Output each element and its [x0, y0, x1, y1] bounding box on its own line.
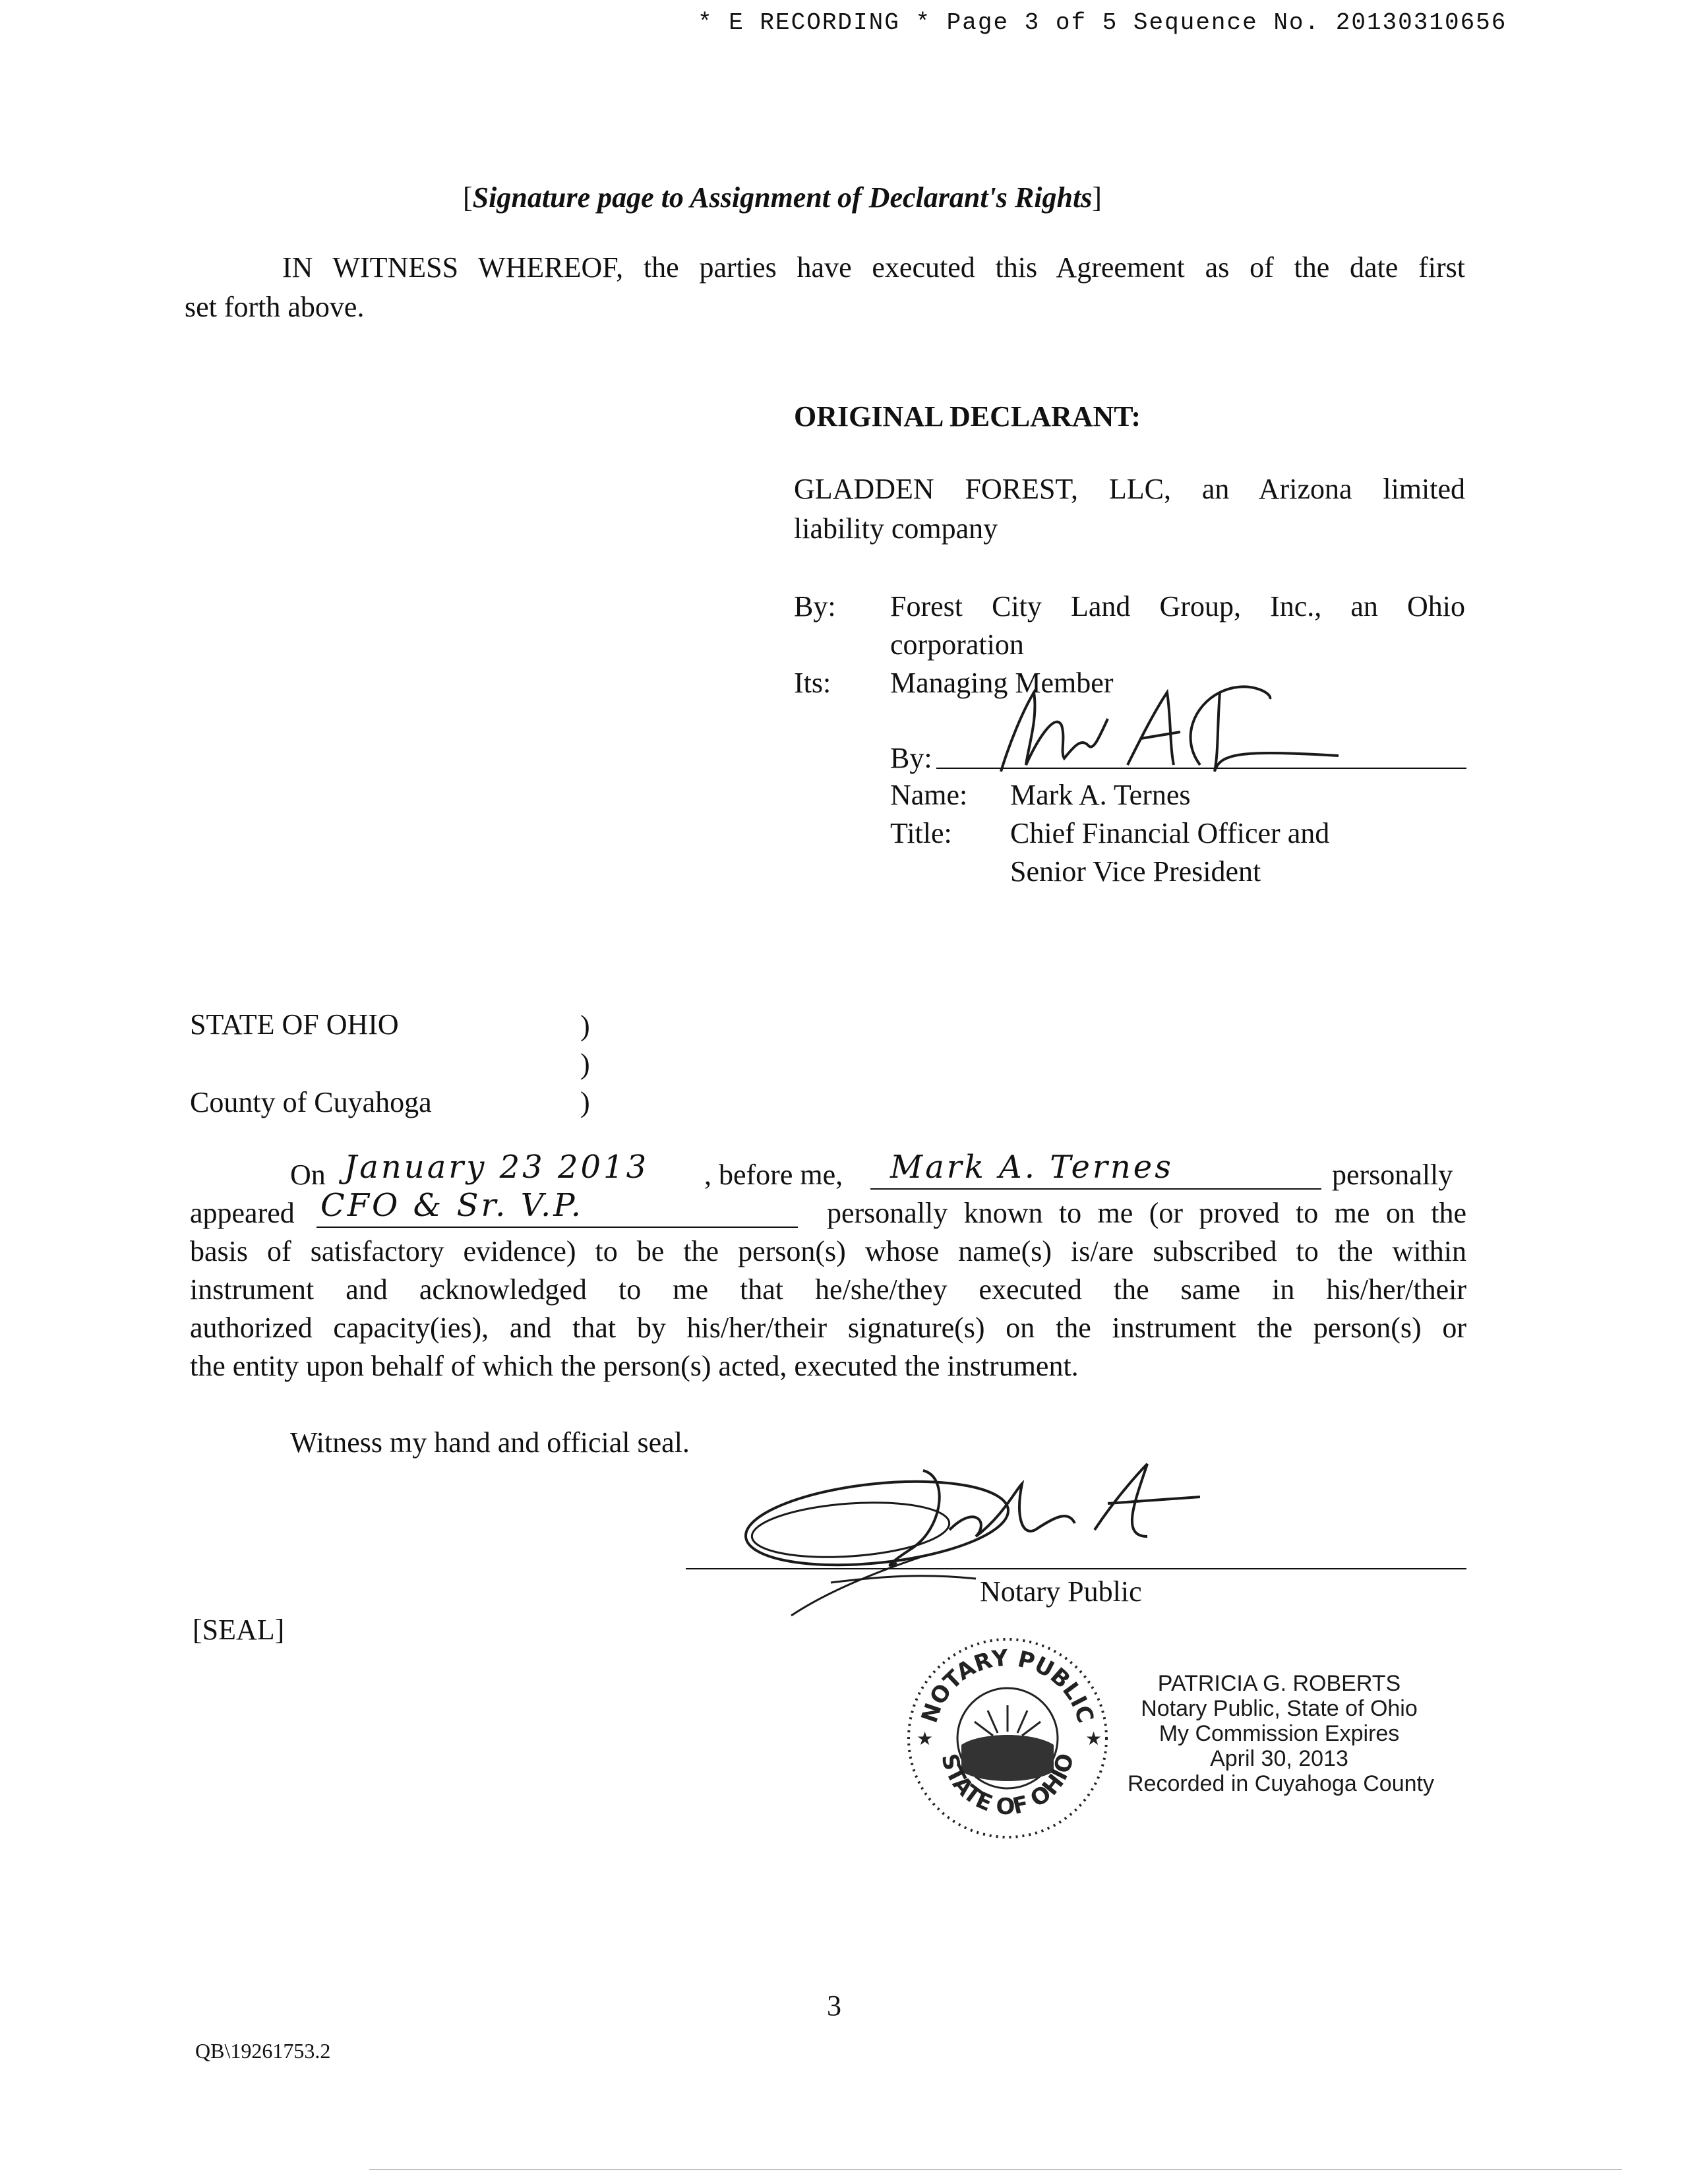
appeared-line [316, 1227, 798, 1228]
notary-signature-line [686, 1568, 1466, 1569]
page-number: 3 [827, 1989, 841, 2022]
ack-line3: basis of satisfactory evidence) to be the person(s) whose name(s) is/are subscribed to the within [190, 1235, 1466, 1267]
declarant-company-line2: liability company [794, 512, 998, 545]
ack-line5: authorized capacity(ies), and that by his/her/their signature(s) on the instrument the person(s) or [190, 1312, 1466, 1344]
by-label: By: [794, 590, 836, 622]
notary-seal-stamp [902, 1633, 1113, 1844]
seal-label: [SEAL] [193, 1614, 285, 1646]
venue-state: STATE OF OHIO [190, 1008, 399, 1041]
venue-county: County of Cuyahoga [190, 1086, 432, 1118]
svg-text:★: ★ [1085, 1728, 1102, 1749]
title-text: Signature page to Assignment of Declarant's Rights [472, 181, 1093, 214]
venue-paren-1: ) [580, 1010, 590, 1042]
name-value: Mark A. Ternes [1010, 779, 1191, 811]
title-value-line1: Chief Financial Officer and [1010, 817, 1330, 849]
stamp-line3: My Commission Expires [1159, 1721, 1400, 1746]
ack-date-handwritten: January 23 2013 [344, 1149, 649, 1186]
by-line2: corporation [890, 628, 1024, 661]
stamp-name: PATRICIA G. ROBERTS [1157, 1671, 1401, 1696]
ack-officer-handwritten: Mark A. Ternes [890, 1149, 1174, 1186]
title-label: Title: [890, 817, 952, 849]
ack-personally: personally [1332, 1159, 1453, 1191]
document-id: QB\19261753.2 [195, 2039, 331, 2063]
recording-header: * E RECORDING * Page 3 of 5 Sequence No. 20130310656 [698, 9, 1507, 36]
scan-edge-line [369, 2169, 1622, 2170]
ack-appeared-handwritten: CFO & Sr. V.P. [320, 1187, 584, 1224]
signature-by-label: By: [890, 742, 932, 774]
declarant-company-line1: GLADDEN FOREST, LLC, an Arizona limited [794, 473, 1465, 505]
ack-before-me: , before me, [704, 1159, 843, 1191]
title-bracket-open: [ [463, 181, 473, 214]
ack-on: On [290, 1159, 326, 1191]
ack-appeared: appeared [190, 1197, 295, 1229]
page-title [463, 178, 1102, 218]
declarant-heading: ORIGINAL DECLARANT: [794, 400, 1141, 433]
seal-bottom-text: STATE OF OHIO [936, 1750, 1080, 1821]
venue-paren-2: ) [580, 1048, 590, 1080]
ack-line4: instrument and acknowledged to me that he/she/they executed the same in his/her/their [190, 1273, 1466, 1306]
title-bracket-close: ] [1092, 181, 1102, 214]
seal-top-text: NOTARY PUBLIC [916, 1645, 1099, 1726]
notary-public-label: Notary Public [980, 1575, 1142, 1608]
venue-paren-3: ) [580, 1086, 590, 1118]
witness-hand: Witness my hand and official seal. [290, 1426, 690, 1459]
notary-stamp-text [1128, 1671, 1434, 1796]
ack-line6: the entity upon behalf of which the person(s) acted, executed the instrument. [190, 1350, 1079, 1382]
stamp-line2: Notary Public, State of Ohio [1141, 1696, 1418, 1721]
officer-line [870, 1188, 1321, 1190]
ternes-signature [982, 666, 1352, 785]
its-label: Its: [794, 667, 831, 699]
its-value: Managing Member [890, 667, 1114, 699]
svg-text:★: ★ [917, 1728, 934, 1749]
ack-line2-rest: personally known to me (or proved to me on the [827, 1197, 1466, 1229]
witness-clause-line2: set forth above. [185, 291, 365, 323]
stamp-line5: Recorded in Cuyahoga County [1128, 1771, 1434, 1796]
title-value-line2: Senior Vice President [1010, 855, 1261, 888]
by-line1: Forest City Land Group, Inc., an Ohio [890, 590, 1465, 622]
name-label: Name: [890, 779, 968, 811]
stamp-line4: April 30, 2013 [1210, 1746, 1348, 1771]
witness-clause-line1: IN WITNESS WHEREOF, the parties have executed this Agreement as of the date first [282, 251, 1465, 284]
